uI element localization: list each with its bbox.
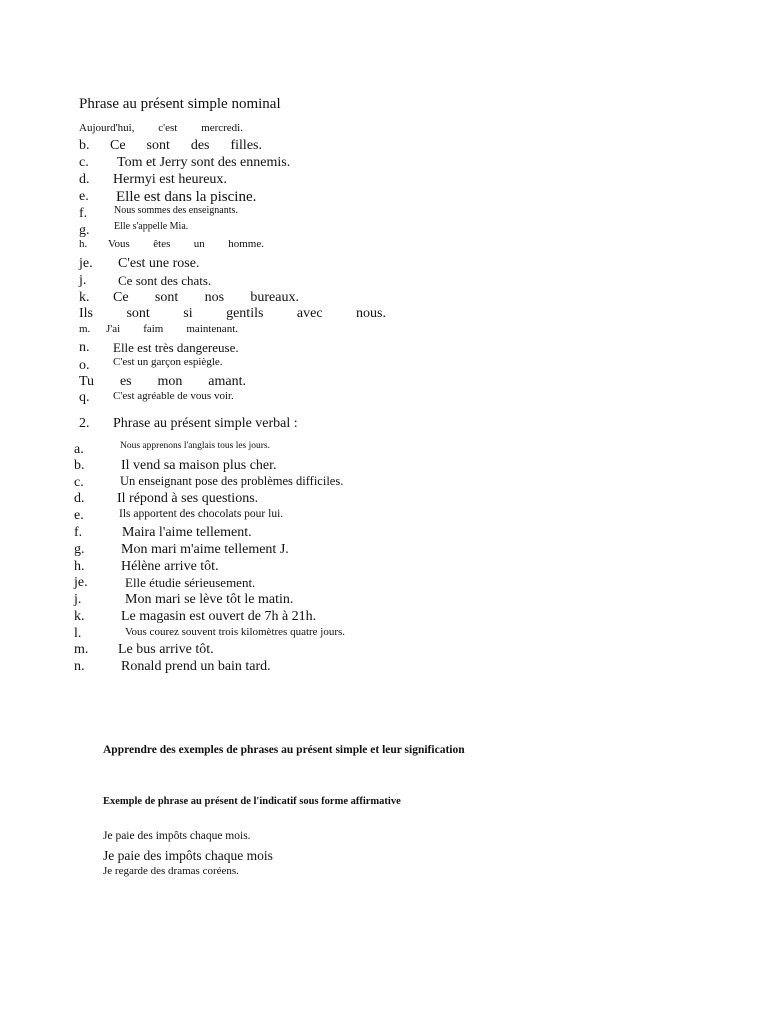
verbal-item bbox=[0, 492, 768, 510]
example-sentence: Je paie des impôts chaque mois bbox=[103, 848, 273, 863]
word: avec bbox=[296, 306, 323, 321]
line-q bbox=[0, 391, 768, 409]
list-text: Ils apportent des chocolats pour lui. bbox=[119, 508, 284, 520]
word: c'est bbox=[158, 122, 178, 134]
list-text: Hélène arrive tôt. bbox=[121, 559, 219, 574]
list-text bbox=[106, 324, 238, 335]
word: filles. bbox=[230, 138, 262, 153]
list-text: C'est un garçon espiègle. bbox=[113, 356, 223, 368]
list-text bbox=[110, 139, 262, 153]
list-label: e. bbox=[79, 189, 89, 204]
list-text: Nous apprenons l'anglais tous les jours. bbox=[120, 441, 271, 451]
word: sont bbox=[154, 290, 179, 305]
list-label: je. bbox=[79, 256, 93, 271]
list-label: q. bbox=[79, 390, 90, 405]
word: maintenant. bbox=[186, 323, 238, 335]
word: Aujourd'hui, bbox=[79, 122, 135, 134]
list-text: Un enseignant pose des problèmes difficiles. bbox=[120, 474, 344, 488]
word: amant. bbox=[208, 374, 246, 389]
word: des bbox=[190, 138, 210, 153]
list-text: C'est une rose. bbox=[118, 256, 200, 271]
list-label: g. bbox=[79, 223, 90, 238]
list-text: Nous sommes des enseignants. bbox=[114, 205, 238, 216]
word: sont bbox=[146, 138, 170, 153]
word: nos bbox=[204, 290, 225, 305]
verbal-item bbox=[0, 475, 768, 493]
list-label: o. bbox=[79, 358, 90, 373]
list-text: Elle est dans la piscine. bbox=[116, 189, 257, 205]
verbal-item bbox=[0, 509, 768, 527]
verbal-item bbox=[0, 526, 768, 544]
list-label: n. bbox=[74, 659, 85, 674]
line-h bbox=[0, 239, 768, 257]
word: sont bbox=[126, 306, 150, 321]
list-text bbox=[113, 291, 299, 305]
word: faim bbox=[143, 323, 164, 335]
list-text: Ronald prend un bain tard. bbox=[121, 659, 271, 674]
list-label: h. bbox=[79, 238, 88, 250]
list-label: k. bbox=[79, 290, 90, 305]
list-text: Hermyi est heureux. bbox=[113, 172, 227, 187]
list-label: b. bbox=[79, 138, 90, 153]
list-text: Mon mari m'aime tellement J. bbox=[121, 542, 289, 557]
list-label: g. bbox=[74, 542, 85, 557]
list-text: C'est agréable de vous voir. bbox=[113, 390, 234, 402]
list-text: Le magasin est ouvert de 7h à 21h. bbox=[121, 609, 317, 624]
word: si bbox=[183, 306, 193, 321]
list-label: k. bbox=[74, 609, 85, 624]
list-text: Mon mari se lève tôt le matin. bbox=[125, 592, 294, 607]
verbal-item bbox=[0, 660, 768, 678]
verbal-item bbox=[0, 576, 768, 594]
list-label: je. bbox=[74, 575, 88, 590]
list-label: b. bbox=[74, 458, 85, 473]
list-text bbox=[108, 239, 264, 250]
list-label: f. bbox=[74, 525, 83, 540]
list-text: Elle s'appelle Mia. bbox=[114, 221, 189, 232]
section2-title: Phrase au présent simple verbal : bbox=[113, 416, 298, 431]
list-label: m. bbox=[74, 642, 89, 657]
word: mon bbox=[157, 374, 183, 389]
word: homme. bbox=[228, 238, 264, 250]
verbal-item bbox=[0, 543, 768, 561]
line-a bbox=[79, 123, 243, 134]
list-label: j. bbox=[79, 273, 87, 288]
verbal-item bbox=[0, 593, 768, 611]
verbal-item bbox=[0, 610, 768, 628]
list-text: Il vend sa maison plus cher. bbox=[121, 458, 277, 473]
list-label: c. bbox=[79, 155, 89, 170]
word: Tu bbox=[79, 374, 95, 389]
list-text: Le bus arrive tôt. bbox=[118, 642, 214, 657]
list-text: Maira l'aime tellement. bbox=[122, 525, 252, 540]
list-label: d. bbox=[74, 491, 85, 506]
section2-heading bbox=[0, 417, 768, 435]
word: êtes bbox=[153, 238, 171, 250]
section1-title: Phrase au présent simple nominal bbox=[79, 96, 281, 112]
verbal-item bbox=[0, 643, 768, 661]
list-label: j. bbox=[74, 592, 82, 607]
word: mercredi. bbox=[201, 122, 243, 134]
word: bureaux. bbox=[250, 290, 299, 305]
list-text: Vous courez souvent trois kilomètres quatre jours. bbox=[125, 626, 346, 638]
list-text: Ce sont des chats. bbox=[118, 273, 212, 288]
list-label: l. bbox=[74, 626, 82, 641]
section3-subheading: Exemple de phrase au présent de l'indicatif sous forme affirmative bbox=[103, 796, 401, 807]
word: es bbox=[119, 374, 132, 389]
list-label: m. bbox=[79, 323, 91, 335]
verbal-item bbox=[0, 442, 768, 460]
line-tu bbox=[79, 375, 246, 389]
line-ils bbox=[79, 307, 386, 321]
section-number: 2. bbox=[79, 416, 90, 431]
word: gentils bbox=[226, 306, 264, 321]
word: nous. bbox=[356, 306, 386, 321]
line-o bbox=[0, 357, 768, 375]
list-label: e. bbox=[74, 508, 84, 523]
list-label: f. bbox=[79, 206, 88, 221]
example-sentence: Je regarde des dramas coréens. bbox=[103, 865, 239, 877]
list-label: n. bbox=[79, 340, 90, 355]
word: J'ai bbox=[106, 323, 121, 335]
section3-heading: Apprendre des exemples de phrases au présent simple et leur signification bbox=[103, 744, 465, 756]
example-sentence: Je paie des impôts chaque mois. bbox=[103, 830, 251, 842]
list-label: h. bbox=[74, 559, 85, 574]
line-je bbox=[0, 257, 768, 275]
list-text: Tom et Jerry sont des ennemis. bbox=[117, 155, 291, 170]
word: Vous bbox=[108, 238, 130, 250]
list-label: d. bbox=[79, 172, 90, 187]
list-text: Il répond à ses questions. bbox=[117, 491, 259, 506]
list-label: a. bbox=[74, 442, 84, 457]
list-text: Elle étudie sérieusement. bbox=[125, 575, 256, 590]
word: Ce bbox=[110, 138, 126, 153]
list-label: c. bbox=[74, 475, 84, 490]
word: Ce bbox=[113, 290, 129, 305]
word: Ils bbox=[79, 306, 93, 321]
line-b bbox=[0, 139, 768, 157]
list-text: Elle est très dangereuse. bbox=[113, 340, 239, 355]
word: un bbox=[193, 238, 205, 250]
